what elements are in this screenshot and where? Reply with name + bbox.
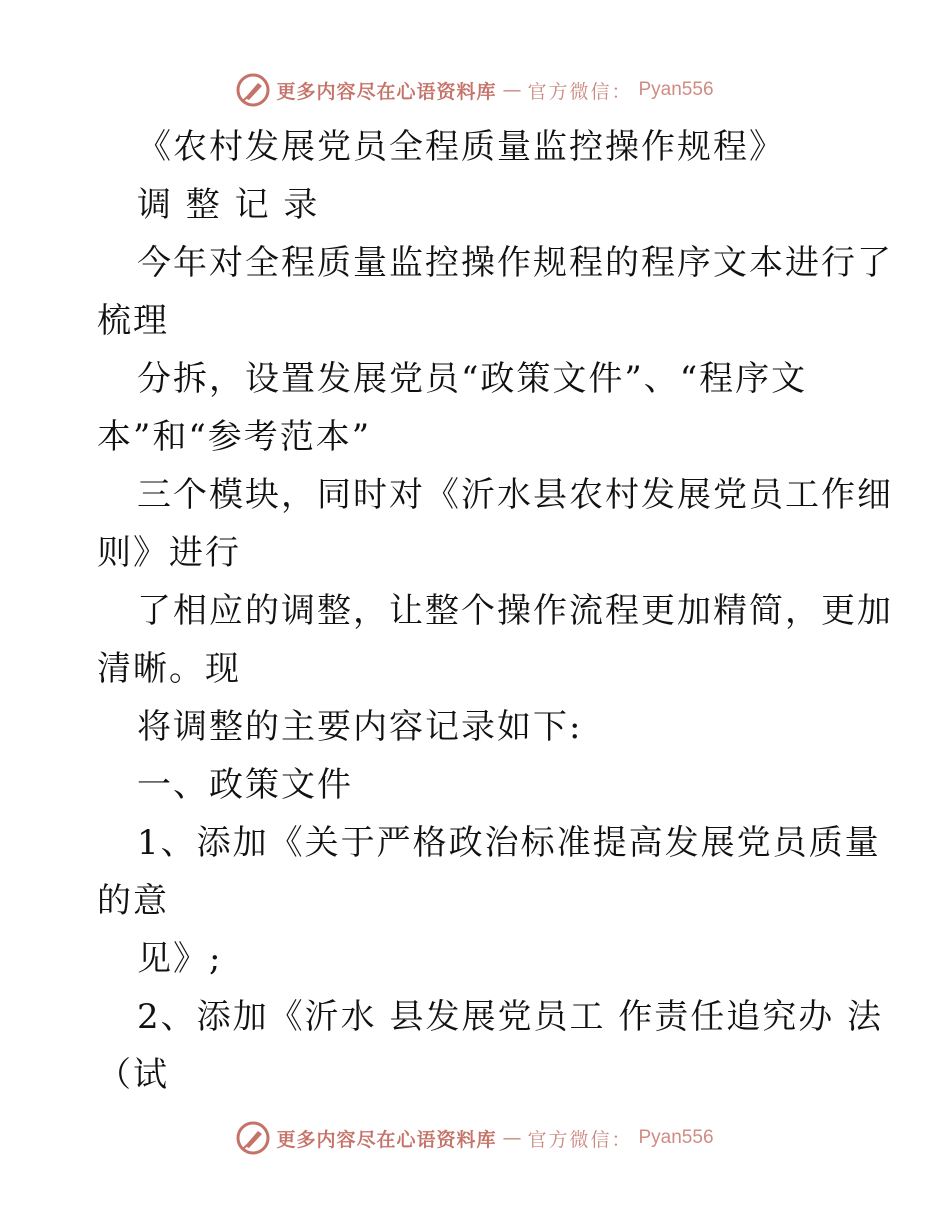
- watermark-brand: 更多内容尽在心语资料库: [276, 1128, 497, 1151]
- paragraph-line: 清晰。现: [97, 649, 241, 689]
- paragraph-line: 今年对全程质量监控操作规程的程序文本进行了: [137, 243, 893, 283]
- paragraph-line: 梳理: [97, 301, 169, 341]
- section-heading: 一、政策文件: [137, 765, 353, 805]
- header-watermark: [0, 70, 950, 110]
- paragraph-line: 本”和“参考范本”: [97, 417, 372, 457]
- watermark-separator: —: [502, 79, 522, 101]
- list-item: （试: [97, 1055, 169, 1095]
- watermark-official-label: 官方微信：: [527, 80, 633, 103]
- pen-seal-icon: [236, 1121, 270, 1155]
- watermark-wechat-id: Pyan556: [638, 1127, 714, 1148]
- pen-seal-icon: [236, 73, 270, 107]
- list-item: 1、添加《关于严格政治标准提高发展党员质量: [137, 823, 881, 863]
- list-item: 见》;: [137, 939, 223, 979]
- document-body: [97, 118, 893, 1104]
- watermark-official-label: 官方微信：: [527, 1128, 633, 1151]
- paragraph-line: 三个模块，同时对《沂水县农村发展党员工作细: [137, 475, 893, 515]
- paragraph-line: 分拆，设置发展党员“政策文件”、“程序文: [137, 359, 808, 399]
- list-item: 的意: [97, 881, 169, 921]
- watermark-wechat-id: Pyan556: [638, 79, 714, 100]
- list-item: 2、添加《沂水 县发展党员工 作责任追究办 法: [137, 997, 884, 1037]
- watermark-separator: —: [502, 1127, 522, 1149]
- section-heading: 调 整 记 录: [137, 185, 320, 225]
- paragraph-line: 则》进行: [97, 533, 241, 573]
- footer-watermark: [0, 1118, 950, 1158]
- watermark-brand: 更多内容尽在心语资料库: [276, 80, 497, 103]
- paragraph-line: 了相应的调整，让整个操作流程更加精简，更加: [137, 591, 893, 631]
- document-title: 《农村发展党员全程质量监控操作规程》: [137, 127, 785, 167]
- paragraph-line: 将调整的主要内容记录如下:: [137, 707, 583, 747]
